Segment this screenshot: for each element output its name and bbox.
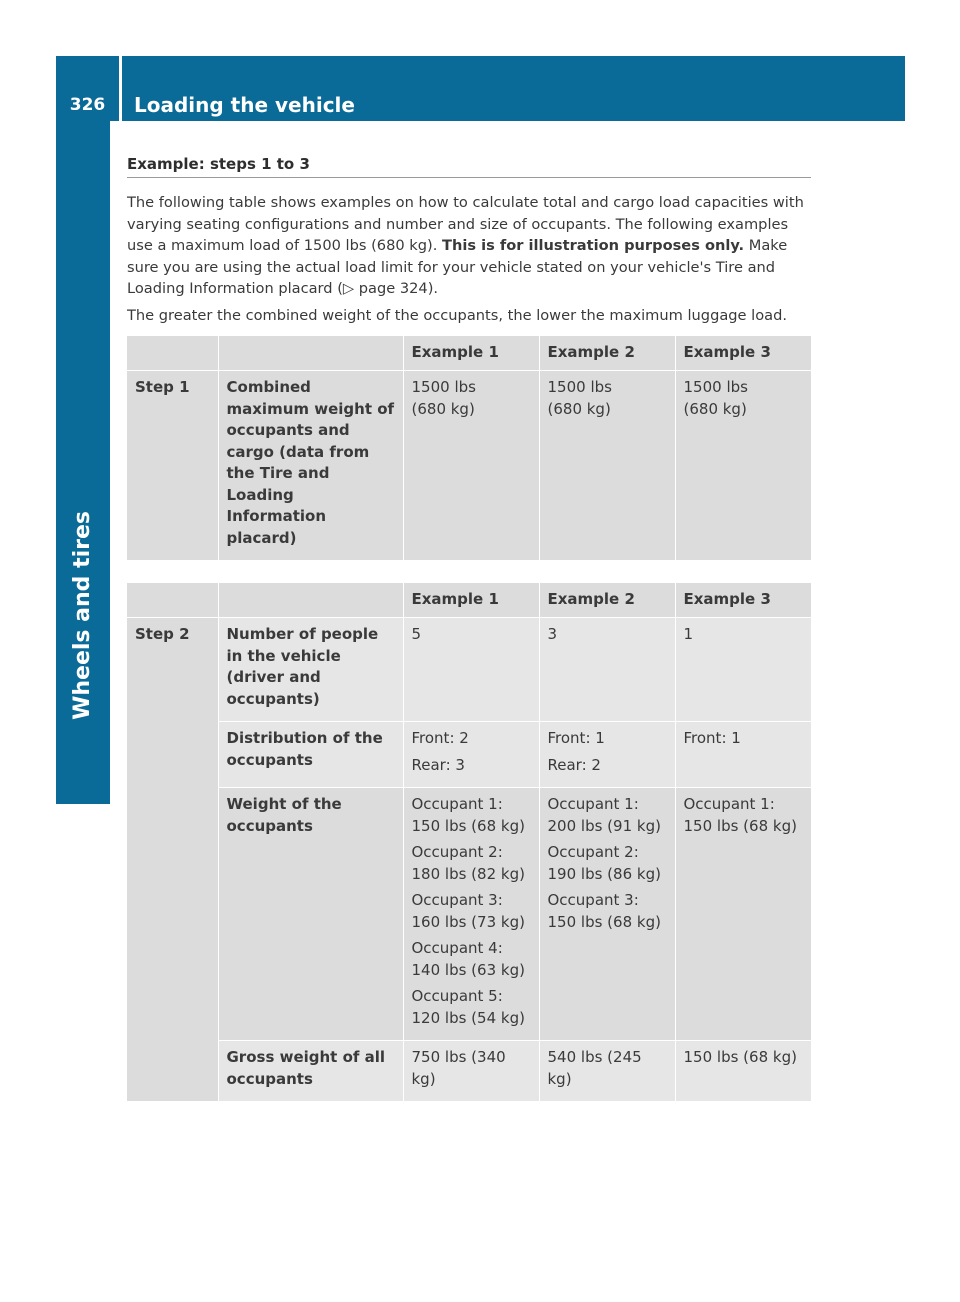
table-row [127, 722, 811, 788]
header-cell [127, 583, 218, 618]
value-line: Occupant 1: 200 lbs (91 kg) [547, 795, 661, 835]
value-line: 750 lbs (340 kg) [411, 1048, 506, 1088]
page-content [127, 155, 811, 1102]
value-cell [675, 788, 811, 1041]
table-header-row [127, 336, 811, 371]
value-line: Front: 1 [683, 729, 741, 747]
row-label: Number of people in the vehicle (driver and occupants) [218, 618, 403, 722]
row-label: Weight of the occupants [218, 788, 403, 1041]
header-cell: Example 1 [403, 583, 539, 618]
value-line: 1500 lbs [411, 378, 476, 396]
header-cell: Example 2 [539, 583, 675, 618]
value-line: Front: 2 [411, 729, 469, 747]
value-cell [403, 371, 539, 561]
value-cell [675, 618, 811, 722]
step2-table [127, 583, 812, 1102]
value-cell [539, 722, 675, 788]
header-cell: Example 3 [675, 336, 811, 371]
table-row [127, 1041, 811, 1102]
value-cell [539, 1041, 675, 1102]
header-cell: Example 1 [403, 336, 539, 371]
value-cell [539, 788, 675, 1041]
step-cell: Step 2 [127, 618, 218, 1102]
value-line: 5 [411, 625, 422, 643]
row-label: Distribution of the occupants [218, 722, 403, 788]
step-cell: Step 1 [127, 371, 218, 561]
value-line: Occupant 4: 140 lbs (63 kg) [411, 939, 525, 979]
header-cell: Example 3 [675, 583, 811, 618]
table-row [127, 788, 811, 1041]
value-cell [403, 788, 539, 1041]
value-line: Rear: 2 [547, 755, 601, 774]
intro-page-ref[interactable]: page 324). [354, 280, 439, 297]
value-line: Occupant 3: 150 lbs (68 kg) [547, 891, 661, 931]
value-cell [403, 1041, 539, 1102]
table-header-row [127, 583, 811, 618]
header-cell [218, 583, 403, 618]
value-line: 540 lbs (245 kg) [547, 1048, 642, 1088]
value-line: (680 kg) [411, 399, 475, 418]
header-cell [127, 336, 218, 371]
value-line: Occupant 1: 150 lbs (68 kg) [683, 795, 797, 835]
value-line: (680 kg) [683, 399, 747, 418]
value-cell [403, 618, 539, 722]
section-heading: Example: steps 1 to 3 [127, 155, 811, 178]
side-tab-marker [56, 732, 110, 804]
value-cell [675, 722, 811, 788]
value-cell [539, 618, 675, 722]
value-line: Occupant 5: 120 lbs (54 kg) [411, 987, 525, 1027]
page-title: Loading the vehicle [134, 93, 355, 117]
page-ref-arrow-icon: ▷ [342, 280, 355, 297]
value-cell [403, 722, 539, 788]
page-header [56, 56, 905, 121]
value-cell [675, 1041, 811, 1102]
side-tab-label-wrap [56, 120, 110, 732]
value-line: Front: 1 [547, 729, 605, 747]
header-cell: Example 2 [539, 336, 675, 371]
luggage-note: The greater the combined weight of the occupants, the lower the maximum luggage load. [127, 306, 787, 324]
value-line: Occupant 2: 180 lbs (82 kg) [411, 843, 525, 883]
value-line: 1500 lbs [683, 378, 748, 396]
value-cell [675, 371, 811, 561]
value-line: 1500 lbs [547, 378, 612, 396]
value-line: 150 lbs (68 kg) [683, 1048, 797, 1066]
value-line: (680 kg) [547, 399, 611, 418]
intro-text-b: Make sure you are using the actual load limit for your vehicle stated on your vehicle's Tire and Loading Information placard ( [127, 237, 788, 297]
step1-table [127, 336, 812, 561]
header-cell [218, 336, 403, 371]
page-number: 326 [56, 56, 122, 121]
table-row [127, 371, 811, 561]
table-row [127, 618, 811, 722]
row-label: Combined maximum weight of occupants and cargo (data from the Tire and Loading Information placard) [218, 371, 403, 561]
side-tab-label: Wheels and tires [70, 511, 95, 720]
value-line: Rear: 3 [411, 755, 465, 774]
value-line: Occupant 2: 190 lbs (86 kg) [547, 843, 661, 883]
value-line: 3 [547, 625, 558, 643]
value-cell [539, 371, 675, 561]
value-line: Occupant 1: 150 lbs (68 kg) [411, 795, 525, 835]
value-line: Occupant 3: 160 lbs (73 kg) [411, 891, 525, 931]
intro-text-bold: This is for illustration purposes only. [441, 237, 745, 254]
row-label: Gross weight of all occupants [218, 1041, 403, 1102]
value-line: 1 [683, 625, 694, 643]
intro-paragraph [127, 192, 811, 300]
intro-text-a: The following table shows examples on how to calculate total and cargo load capacities with varying seating configurations and number and size of occupants. The following examples use a maximum load of 1500 lbs (680 kg). [127, 194, 804, 254]
